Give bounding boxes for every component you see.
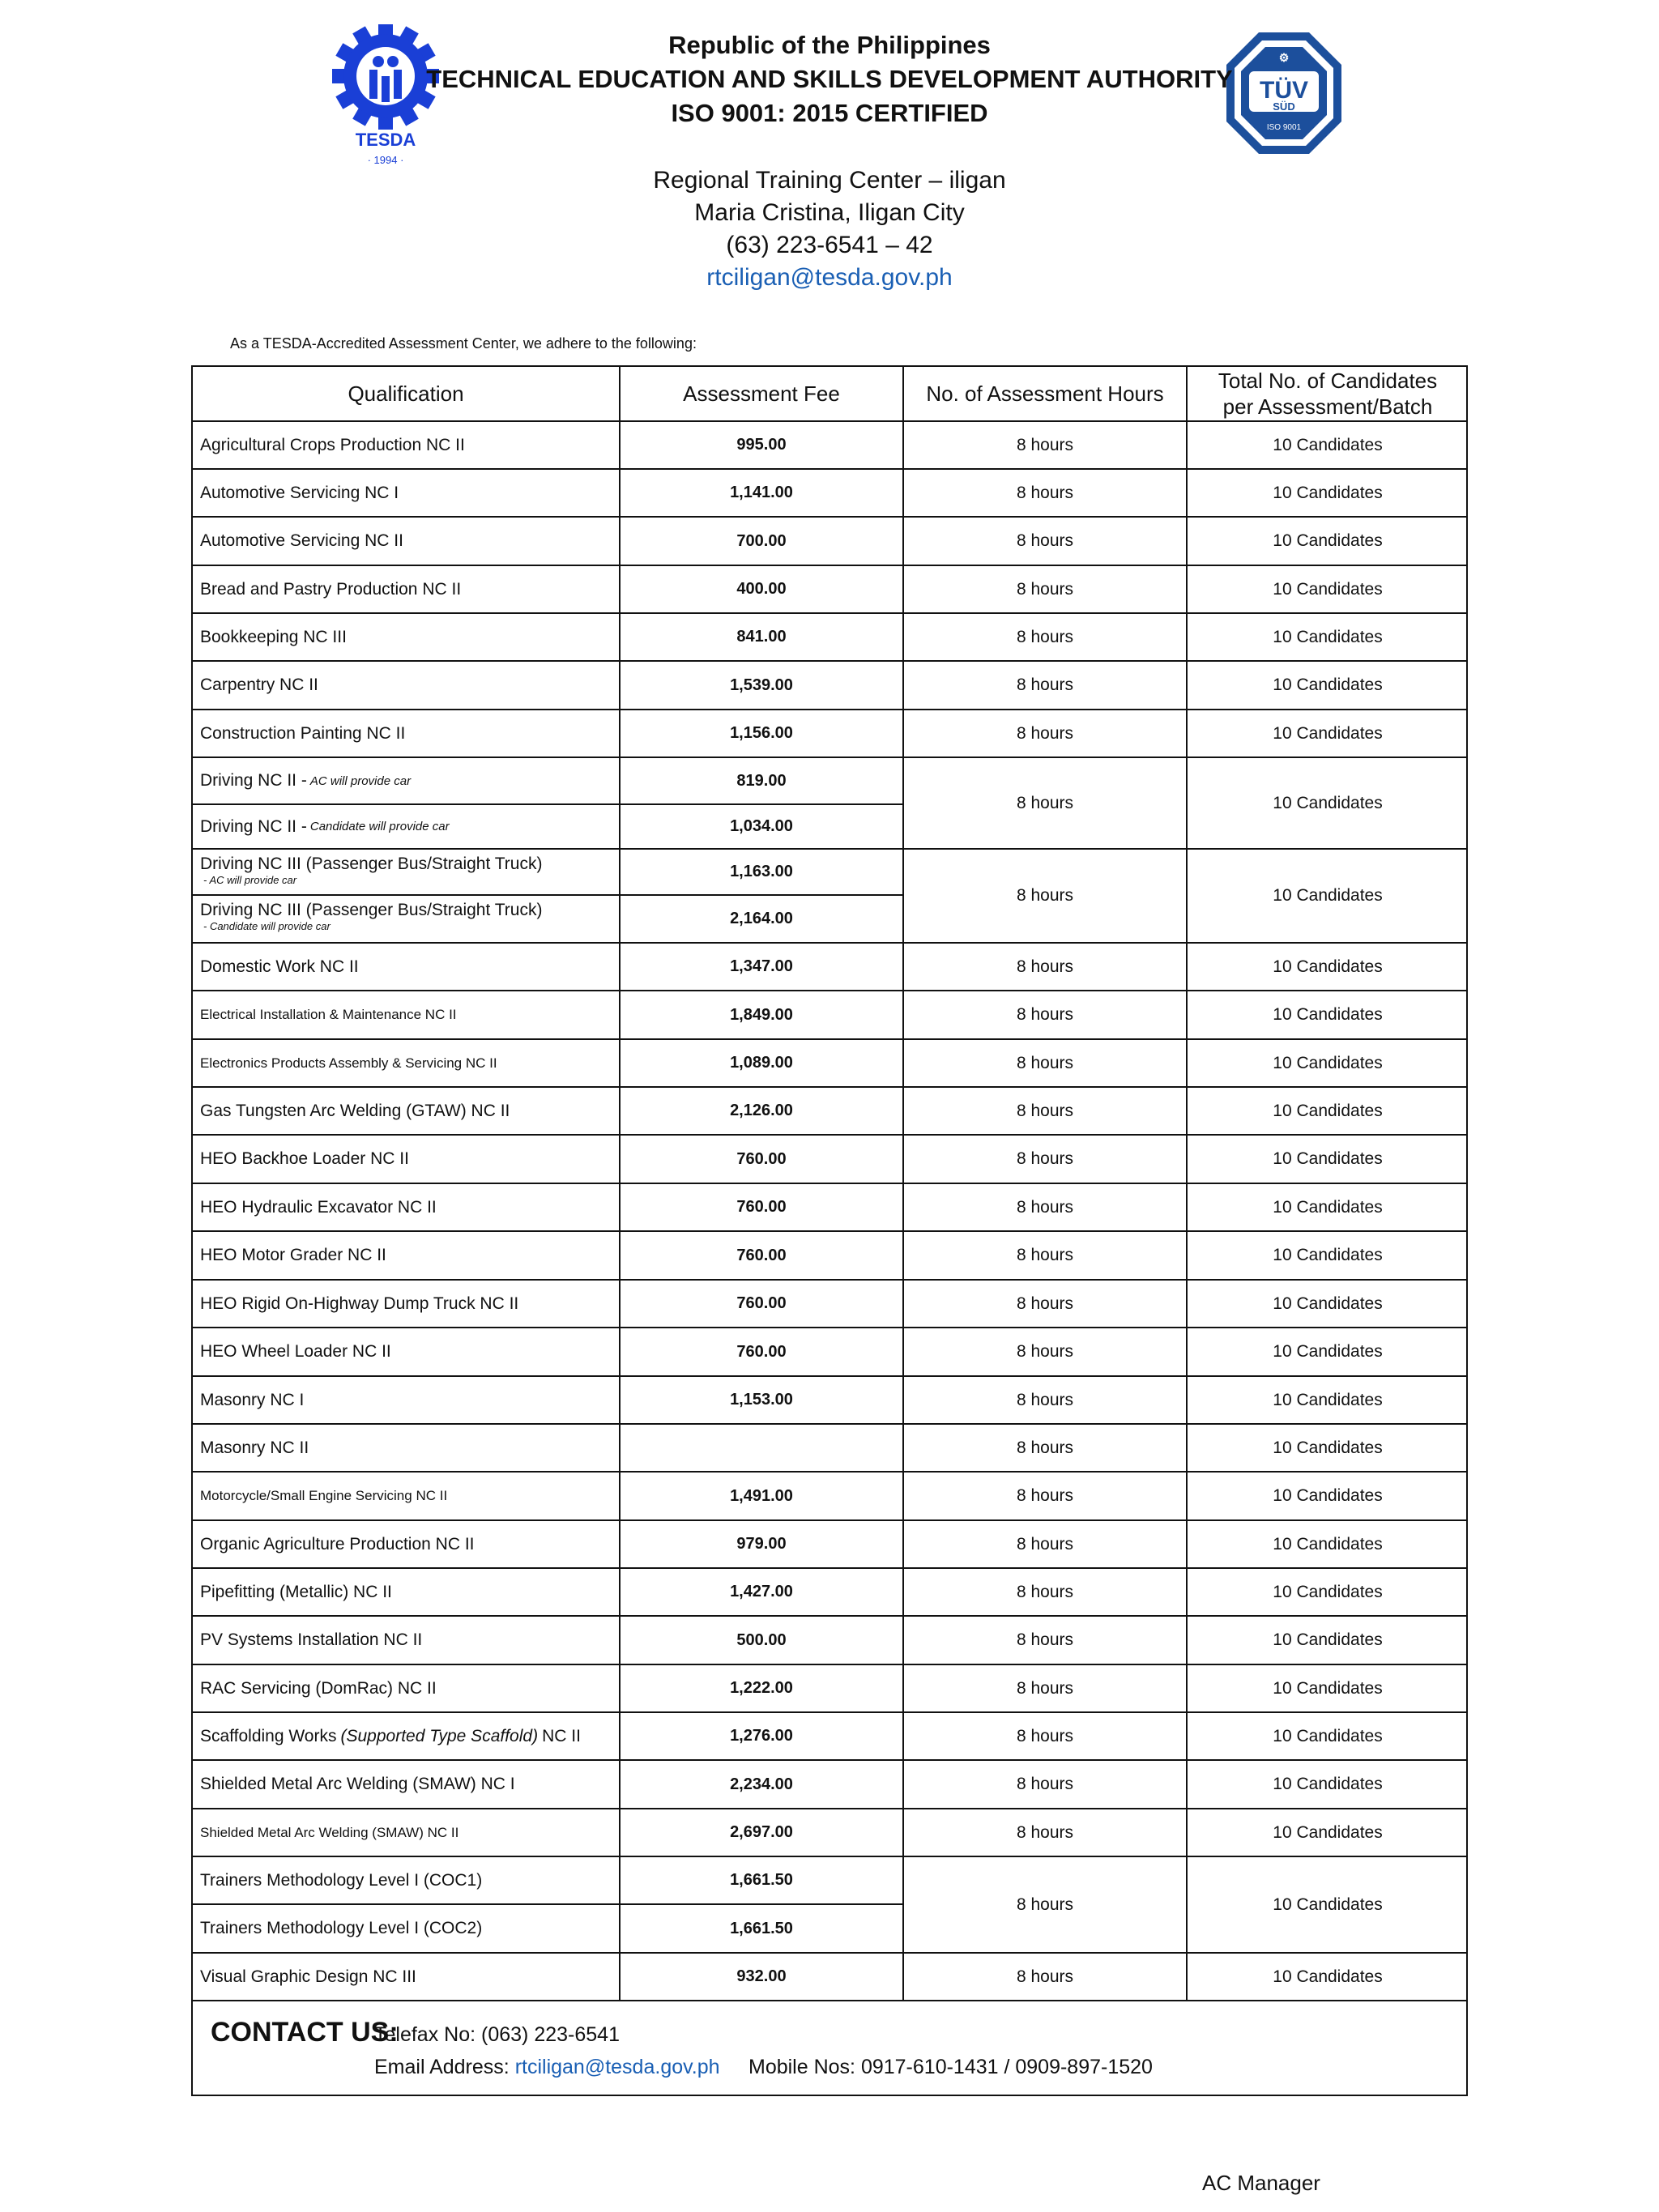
cell-candidates: 10 Candidates [1273, 1005, 1383, 1024]
cell-assessment-hours: 8 hours [1016, 1246, 1074, 1264]
cell-assessment-fee: 500.00 [736, 1630, 787, 1649]
cell-assessment-hours: 8 hours [1016, 1822, 1074, 1842]
cell-candidates: 10 Candidates [1273, 1390, 1383, 1409]
cell-candidates: 10 Candidates [1273, 957, 1383, 976]
cell-assessment-fee: 2,126.00 [730, 1102, 793, 1119]
qualification-name: Domestic Work NC II [200, 957, 359, 976]
svg-text:SÜD: SÜD [1273, 100, 1295, 113]
qualification-name: Carpentry NC II [200, 676, 318, 694]
cell-candidates: 10 Candidates [1273, 435, 1383, 454]
header-phone: (63) 223-6541 – 42 [726, 232, 933, 258]
signature-ac-manager: AC Manager [1202, 2171, 1320, 2195]
contact-email-line [374, 2056, 720, 2079]
qualification-name: HEO Hydraulic Excavator NC II [200, 1197, 437, 1217]
cell-candidates: 10 Candidates [1273, 1582, 1383, 1601]
contact-email-label: Email Address: [374, 2056, 515, 2078]
cell-candidates: 10 Candidates [1273, 579, 1383, 599]
cell-qualification [200, 566, 461, 612]
cell-assessment-fee: 1,661.50 [730, 1871, 793, 1889]
qualification-name: Masonry NC I [200, 1390, 305, 1409]
cell-qualification [200, 1954, 416, 2000]
cell-assessment-hours: 8 hours [1016, 483, 1074, 502]
cell-candidates: 10 Candidates [1273, 1726, 1383, 1745]
cell-assessment-hours: 8 hours [1016, 723, 1074, 743]
cell-qualification [200, 614, 347, 660]
header-address: Maria Cristina, Iligan City [694, 199, 965, 226]
cell-assessment-hours: 8 hours [1016, 1775, 1074, 1793]
svg-text:· 1994 ·: · 1994 · [367, 154, 404, 166]
qualification-name: Driving NC II - [200, 816, 307, 836]
cell-candidates: 10 Candidates [1273, 1486, 1383, 1505]
cell-assessment-hours: 8 hours [1016, 1438, 1074, 1457]
cell-assessment-hours: 8 hours [1016, 1342, 1074, 1361]
cell-assessment-fee: 1,539.00 [730, 676, 793, 694]
cell-candidates-merged: 10 Candidates [1273, 886, 1383, 905]
col-header-candidates-line1: Total No. of Candidates [1218, 369, 1438, 393]
qualification-name: Automotive Servicing NC I [200, 483, 399, 502]
cell-qualification [200, 422, 465, 468]
qualification-name: Organic Agriculture Production NC II [200, 1534, 475, 1554]
cell-assessment-hours: 8 hours [1016, 531, 1074, 550]
cell-qualification [200, 710, 405, 757]
cell-assessment-hours: 8 hours [1016, 1197, 1074, 1217]
qualification-name: Masonry NC II [200, 1438, 309, 1457]
svg-text:⚙: ⚙ [1278, 51, 1290, 64]
qualification-note: - AC will provide car [203, 874, 297, 886]
cell-assessment-hours: 8 hours [1016, 1005, 1074, 1024]
cell-assessment-fee: 2,697.00 [730, 1823, 793, 1841]
svg-text:TÜV: TÜV [1260, 77, 1308, 104]
cell-assessment-fee: 979.00 [736, 1535, 787, 1553]
cell-qualification [200, 1713, 581, 1759]
cell-candidates: 10 Candidates [1273, 676, 1383, 694]
cell-qualification [200, 1857, 482, 1903]
cell-assessment-fee: 760.00 [736, 1198, 787, 1216]
qualification-name: Pipefitting (Metallic) NC II [200, 1582, 392, 1601]
cell-assessment-fee: 1,661.50 [730, 1919, 793, 1937]
cell-assessment-fee: 1,222.00 [730, 1679, 793, 1697]
cell-assessment-hours: 8 hours [1016, 1294, 1074, 1313]
qualification-name: Bread and Pastry Production NC II [200, 579, 462, 599]
cell-qualification [200, 1569, 392, 1615]
cell-qualification [200, 1905, 482, 1952]
header-center: Regional Training Center – iligan [653, 167, 1006, 194]
qualification-name: Driving NC III (Passenger Bus/Straight Truck) [200, 901, 543, 919]
cell-qualification [200, 991, 457, 1038]
cell-assessment-fee: 2,234.00 [730, 1775, 793, 1793]
qualification-name: Electrical Installation & Maintenance NC II [200, 1007, 457, 1022]
cell-candidates: 10 Candidates [1273, 1630, 1383, 1649]
qualification-name: Shielded Metal Arc Welding (SMAW) NC I [200, 1775, 515, 1793]
qualification-qualifier: (Supported Type Scaffold) [340, 1726, 539, 1745]
cell-qualification [200, 1088, 510, 1134]
row-divider [191, 2000, 1468, 2001]
cell-candidates: 10 Candidates [1273, 1438, 1383, 1457]
cell-assessment-hours: 8 hours [1016, 957, 1074, 976]
contact-email-link[interactable]: rtciligan@tesda.gov.ph [514, 2056, 720, 2078]
cell-candidates: 10 Candidates [1273, 1967, 1383, 1986]
cell-candidates: 10 Candidates [1273, 1822, 1383, 1842]
cell-assessment-hours: 8 hours [1016, 435, 1074, 454]
cell-assessment-hours: 8 hours [1016, 579, 1074, 599]
cell-assessment-hours: 8 hours [1016, 1101, 1074, 1120]
qualification-name: HEO Wheel Loader NC II [200, 1342, 391, 1361]
svg-text:ISO 9001: ISO 9001 [1266, 123, 1302, 132]
cell-candidates: 10 Candidates [1273, 1149, 1383, 1168]
cell-assessment-fee: 995.00 [736, 436, 787, 454]
cell-assessment-fee: 760.00 [736, 1342, 787, 1361]
header-agency: TECHNICAL EDUCATION AND SKILLS DEVELOPMENT AUTHORITY [426, 65, 1233, 93]
cell-assessment-fee [621, 1425, 902, 1471]
qualification-note: AC will provide car [309, 774, 412, 788]
cell-assessment-hours: 8 hours [1016, 1726, 1074, 1745]
cell-qualification [200, 470, 399, 516]
cell-assessment-hours-merged: 8 hours [1016, 886, 1074, 905]
cell-assessment-fee: 760.00 [736, 1149, 787, 1168]
qualification-note: - Candidate will provide car [203, 920, 331, 932]
cell-qualification [200, 1761, 515, 1808]
contact-telefax: Telefax No: (063) 223-6541 [374, 2023, 620, 2046]
cell-assessment-fee: 1,347.00 [730, 957, 793, 975]
qualification-note: Candidate will provide car [309, 820, 450, 833]
cell-candidates: 10 Candidates [1273, 627, 1383, 646]
cell-qualification [200, 1521, 474, 1567]
qualification-name: PV Systems Installation NC II [200, 1630, 423, 1649]
cell-assessment-hours: 8 hours [1016, 627, 1074, 646]
qualification-name: Driving NC II - [200, 771, 307, 790]
qualification-level: NC II [542, 1726, 581, 1745]
qualification-name: HEO Motor Grader NC II [200, 1246, 386, 1264]
cell-assessment-hours: 8 hours [1016, 1390, 1074, 1409]
cell-candidates: 10 Candidates [1273, 1775, 1383, 1793]
cell-qualification [200, 944, 359, 990]
cell-qualification [200, 758, 411, 803]
cell-assessment-fee: 400.00 [736, 580, 787, 598]
qualification-name: RAC Servicing (DomRac) NC II [200, 1678, 437, 1698]
cell-qualification [200, 518, 403, 565]
qualification-name: Trainers Methodology Level I (COC1) [200, 1870, 483, 1890]
cell-qualification [200, 1665, 437, 1711]
cell-candidates: 10 Candidates [1273, 723, 1383, 743]
cell-qualification [200, 1136, 409, 1183]
cell-assessment-hours: 8 hours [1016, 1630, 1074, 1649]
qualification-name: Gas Tungsten Arc Welding (GTAW) NC II [200, 1101, 510, 1120]
cell-candidates: 10 Candidates [1273, 531, 1383, 550]
cell-candidates: 10 Candidates [1273, 1294, 1383, 1313]
cell-assessment-fee: 1,089.00 [730, 1054, 793, 1072]
contact-mobile: Mobile Nos: 0917-610-1431 / 0909-897-1520 [748, 2056, 1153, 2078]
cell-qualification [200, 1328, 391, 1375]
cell-assessment-hours: 8 hours [1016, 1534, 1074, 1554]
qualification-name: Shielded Metal Arc Welding (SMAW) NC II [200, 1824, 459, 1840]
cell-assessment-hours: 8 hours [1016, 1053, 1074, 1072]
cell-assessment-fee: 700.00 [736, 531, 787, 550]
cell-qualification [200, 662, 318, 709]
qualification-name: HEO Backhoe Loader NC II [200, 1149, 409, 1168]
cell-qualification [200, 1425, 309, 1471]
cell-candidates: 10 Candidates [1273, 1678, 1383, 1698]
header-email-link[interactable]: rtciligan@tesda.gov.ph [706, 264, 953, 291]
cell-qualification [200, 1184, 437, 1230]
intro-text: As a TESDA-Accredited Assessment Center, we adhere to the following: [230, 335, 697, 352]
cell-qualification [200, 1281, 518, 1327]
qualification-name: Bookkeeping NC III [200, 627, 347, 646]
cell-candidates: 10 Candidates [1273, 1101, 1383, 1120]
qualification-name: Construction Painting NC II [200, 723, 406, 743]
header-iso: ISO 9001: 2015 CERTIFIED [671, 99, 988, 127]
qualification-name: Trainers Methodology Level I (COC2) [200, 1919, 483, 1937]
col-header-fee: Assessment Fee [683, 381, 840, 406]
cell-assessment-fee: 1,491.00 [730, 1486, 793, 1505]
cell-assessment-hours-merged: 8 hours [1016, 793, 1074, 812]
cell-candidates: 10 Candidates [1273, 1246, 1383, 1264]
col-header-candidates-line2: per Assessment/Batch [1222, 394, 1433, 419]
qualification-name: Electronics Products Assembly & Servicing NC II [200, 1055, 497, 1071]
cell-qualification [200, 1377, 304, 1423]
cell-assessment-hours-merged: 8 hours [1016, 1894, 1074, 1914]
cell-assessment-hours: 8 hours [1016, 1582, 1074, 1601]
cell-qualification [200, 901, 542, 933]
cell-qualification [200, 1617, 422, 1664]
qualification-name: HEO Rigid On-Highway Dump Truck NC II [200, 1294, 519, 1313]
qualification-name: Driving NC III (Passenger Bus/Straight Truck) [200, 855, 543, 873]
cell-qualification [200, 1040, 497, 1086]
col-header-hours: No. of Assessment Hours [926, 381, 1164, 406]
header-republic: Republic of the Philippines [668, 31, 991, 59]
cell-assessment-fee: 1,427.00 [730, 1583, 793, 1600]
qualification-name: Motorcycle/Small Engine Servicing NC II [200, 1488, 448, 1503]
cell-assessment-fee: 1,849.00 [730, 1005, 793, 1024]
cell-assessment-fee: 1,163.00 [730, 863, 793, 880]
cell-qualification [200, 1232, 386, 1279]
cell-assessment-fee: 1,153.00 [730, 1391, 793, 1409]
qualification-name: Visual Graphic Design NC III [200, 1967, 416, 1986]
cell-candidates: 10 Candidates [1273, 483, 1383, 502]
qualification-name: Agricultural Crops Production NC II [200, 435, 465, 454]
cell-assessment-fee: 1,141.00 [730, 484, 793, 501]
cell-candidates: 10 Candidates [1273, 1534, 1383, 1554]
cell-qualification [200, 805, 450, 848]
cell-assessment-fee: 760.00 [736, 1294, 787, 1312]
qualification-name: Scaffolding Works [200, 1726, 337, 1745]
col-header-qualification: Qualification [348, 381, 464, 406]
cell-candidates-merged: 10 Candidates [1273, 793, 1383, 812]
contact-title: CONTACT US: [211, 2017, 399, 2048]
cell-assessment-hours: 8 hours [1016, 1486, 1074, 1505]
cell-assessment-fee: 1,156.00 [730, 724, 793, 742]
cell-candidates: 10 Candidates [1273, 1197, 1383, 1217]
cell-assessment-fee: 1,276.00 [730, 1727, 793, 1745]
cell-assessment-fee: 932.00 [736, 1967, 787, 1985]
cell-assessment-hours: 8 hours [1016, 1678, 1074, 1698]
cell-assessment-hours: 8 hours [1016, 1967, 1074, 1986]
cell-candidates: 10 Candidates [1273, 1053, 1383, 1072]
cell-assessment-fee: 760.00 [736, 1246, 787, 1264]
cell-qualification [200, 855, 542, 887]
cell-assessment-fee: 819.00 [736, 771, 787, 790]
cell-candidates: 10 Candidates [1273, 1342, 1383, 1361]
cell-assessment-hours: 8 hours [1016, 676, 1074, 694]
cell-assessment-fee: 2,164.00 [730, 910, 793, 927]
cell-assessment-fee: 841.00 [736, 628, 787, 646]
cell-candidates-merged: 10 Candidates [1273, 1894, 1383, 1914]
cell-qualification [200, 1809, 458, 1856]
cell-assessment-fee: 1,034.00 [730, 817, 793, 835]
col-header-candidates [1188, 367, 1468, 420]
qualification-name: Automotive Servicing NC II [200, 531, 403, 550]
cell-assessment-hours: 8 hours [1016, 1149, 1074, 1168]
svg-text:TESDA: TESDA [355, 130, 416, 150]
cell-qualification [200, 1473, 447, 1519]
